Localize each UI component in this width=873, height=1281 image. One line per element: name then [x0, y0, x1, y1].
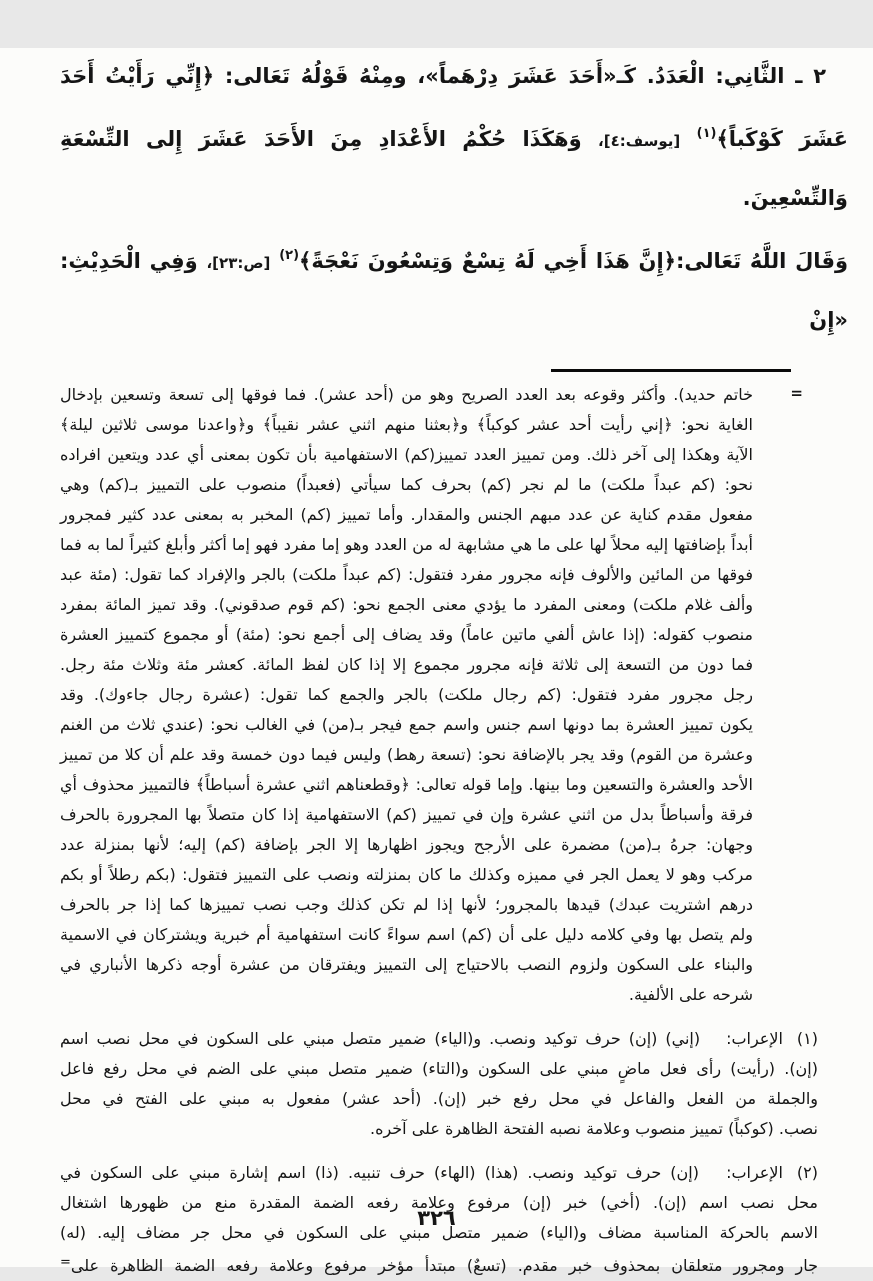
main-text-line — [60, 227, 848, 349]
book-page — [0, 48, 873, 1275]
footnote-continuation-line: وجهان: جرهُ بـ(من) مضمرة على الأرجح ويجوز اظهارها إلا الجر بإضافة (كم) إليه؛ لأنها بمنزلة عدد — [60, 835, 753, 854]
body-text: وَفِي الْحَدِيْثِ: «إِنْ — [60, 249, 848, 332]
footnote-line — [60, 1248, 848, 1281]
irab-label: الإعراب: — [726, 1163, 783, 1182]
footnote-separator — [551, 369, 791, 372]
footnote-number: (١) — [796, 1029, 819, 1048]
footnote-continuation-line: ولم يتصل بها وفي كلامه دليل على أن (كم) اسم سواءً كانت استفهامية أم خبرية ويشتركان في الاسمية — [60, 925, 753, 944]
quran-quote: ﴿إِنِّي رَأَيْتُ أَحَدَ — [60, 64, 215, 88]
footnote-continuation-line: فوقها من المائين والألوف فإنه مجرور مفرد فتقول: (كم عبداً ملكت) بالجر والإفراد كما تقول: (مئة عبد — [60, 565, 753, 584]
body-text: وَقَالَ اللَّهُ تَعَالى: — [675, 249, 848, 273]
main-text — [60, 48, 848, 349]
footnote-continuation-line: والبناء على السكون ولزوم النصب بالاحتياج إلى التمييز ويفترقان من عشرة أوجه ذكرها الأنباري في — [60, 955, 753, 974]
continuation-mark: = — [60, 1255, 71, 1270]
footnote-continuation-line: درهم اشتريت عبدك) قيدها بالمجرور؛ لأنها إذا لم تكن كذلك وجب نصب تمييزها كما إذا جر بالحرف — [60, 895, 753, 914]
main-text-line — [60, 105, 848, 227]
footnote-continuation-line: وعشرة من القوم) وقد يجر بالإضافة نحو: (تسعة رهط) وليس فيما دون خمسة وقد علم أن كلا من تمييز — [60, 745, 753, 764]
footnote-ref-superscript: (٢) — [279, 248, 300, 263]
footnote-continuation-line: منصوب كقوله: (إذا عاش ألفي ماتين عاماً) وقد يضاف إلى أجمع نحو: (مئة) أو مجموع كتمييز العشرة — [60, 625, 753, 644]
page-number: ٣٢٦ — [417, 1206, 456, 1230]
surah-reference: [ص:٢٣]، — [206, 254, 271, 272]
footnote-continuation-line: نحو: (كم عبداً ملكت) ما لم نجر (كم) بحرف كما سيأتي (فعبداً) منصوب على التمييز بـ(كم) وهي — [60, 475, 753, 494]
footnote-continuation-line: الآية وهكذا إلى آخر ذلك. ومن تمييز العدد تمييز(كم) الاستفهامية بأن تكون بمعنى أي عدد ويتعين افراده — [60, 445, 753, 464]
footnote-line: الاسم بالحركة المناسبة مضاف و(الياء) ضمير متصل مبني على السكون في محل جر مضاف إليه. (له) — [60, 1223, 818, 1242]
footnote-text: (إني) (إن) حرف توكيد ونصب. و(الياء) ضمير متصل مبني على السكون في محل نصب اسم — [60, 1029, 701, 1048]
quran-quote: عَشَرَ كَوْكَباً﴾ — [716, 127, 849, 151]
footnote-continuation-line: أبداً بإضافتها إليه محلاً لها على ما هي مشابهة له من العدد وهو إما مفرد فهو إما أكثر وأبلغ كثيراً لما به فما — [60, 535, 753, 554]
irab-label: الإعراب: — [726, 1029, 783, 1048]
footnote-line: محل نصب اسم (إن). (أخي) خبر (إن) مرفوع وعلامة رفعه الضمة المقدرة منع من ظهورها اشتغال — [60, 1193, 818, 1212]
page-content — [0, 48, 873, 1281]
footnote-continuation-line: مركب وهو لا يعمل الجر في مميزه وكذلك ما كان بمنزلته ونصب على التمييز فتقول: (بكم رطلاً أو بكم — [60, 865, 753, 884]
footnote-1 — [60, 1024, 848, 1144]
main-text-line — [60, 48, 848, 105]
footnote-continuation-line: الغاية نحو: ﴿إني رأيت أحد عشر كوكباً﴾ و﴿بعثنا منهم اثني عشر نقيباً﴾ و﴿واعدنا موسى ثلاثين ليلة﴾ — [60, 415, 753, 434]
footnote-continuation-line: يكون تمييز العشرة بما دونها اسم جنس واسم جمع فيجر بـ(من) في الغالب نحو: (عندي ثلاث من الغنم — [60, 715, 753, 734]
footnote-continuation-line: وألف غلام ملكت) ومعنى المفرد ما يؤدي معنى الجمع نحو: (كم قوم صدقوني). وقد تميز المائة بمفرد — [60, 595, 753, 614]
footnote-continuation-line: شرحه على الألفية. — [628, 985, 753, 1004]
continuation-mark: = — [790, 384, 803, 402]
footnote-continuation-line: رجل مجرور مفرد فتقول: (كم رجال ملكت) بالجر والجمع كما تقول: (عشرة رجال جاءوك). وقد — [60, 685, 753, 704]
body-text: وَهَكَذَا حُكْمُ الأَعْدَادِ مِنَ الأَحَدَ عَشَرَ إِلى التِّسْعَةِ وَالتِّسْعِينَ. — [60, 127, 848, 210]
surah-reference: [يوسف:٤]، — [598, 132, 681, 150]
footnote-line — [60, 1024, 848, 1054]
footnote-continuation — [60, 380, 803, 1010]
footnote-line: نصب. (كوكباً) تمييز منصوب وعلامة نصبه الفتحة الظاهرة على آخره. — [369, 1119, 818, 1138]
footnote-text: (إن) حرف توكيد ونصب. (هذا) (الهاء) حرف تنبيه. (ذا) اسم إشارة مبني على السكون في — [60, 1163, 699, 1182]
footnote-continuation-line: فما دون من التسعة إلى ثلاثة فإنه مجرور مجموع إلا إذا كان لفظ المائة. كعشر مئة وثلاث مئة رجل. — [60, 655, 753, 674]
footnote-continuation-line: الأحد والعشرة والتسعين وما بينها. وإما قوله تعالى: ﴿وقطعناهم اثني عشرة أسباطاً﴾ فالتمييز محذوف أي — [60, 775, 753, 794]
footnote-continuation-line: مفعول مقدم كناية عن عدد مبهم الجنس والمقدار. وأما تمييز (كم) المخبر به بمعنى عدد كثير فمجرور — [60, 505, 753, 524]
footnote-continuation-line: خاتم حديد). وأكثر وقوعه بعد العدد الصريح وهو من (أحد عشر). فما فوقها إلى تسعة وتسعين بإدخال — [60, 385, 753, 404]
footnote-text: جار ومجرور متعلقان بمحذوف خبر مقدم. (تسعٌ) مبتدأ مؤخر مرفوع وعلامة رفعه الضمة الظاهرة على — [70, 1256, 818, 1275]
footnote-line: والجملة من الفعل والفاعل في محل رفع خبر (إن). (أحد عشر) مفعول به مبني على الفتح في محل — [60, 1089, 818, 1108]
footnote-line — [60, 1158, 848, 1188]
quran-quote: ﴿إِنَّ هَذَا أَخِي لَهُ تِسْعٌ وَتِسْعُونَ نَعْجَةً﴾ — [299, 249, 676, 273]
footnote-line: (إن). (رأيت) رأى فعل ماضٍ مبني على السكون و(التاء) ضمير متصل مبني على الضم في محل رفع فاعل — [60, 1059, 818, 1078]
footnote-ref-superscript: (١) — [696, 126, 717, 141]
footnote-number: (٢) — [796, 1163, 818, 1182]
footnote-continuation-line: فرقة وأسباطاً بدل من اثني عشرة وإن في تمييز (كم) الاستفهامية إذا كان متصلاً بها المجرورة بالحرف — [60, 805, 753, 824]
body-text: ٢ ـ الثَّانِي: الْعَدَدُ. كَـ«أَحَدَ عَشَرَ دِرْهَماً»، ومِنْهُ قَوْلُهُ تَعَالى: — [224, 64, 827, 88]
